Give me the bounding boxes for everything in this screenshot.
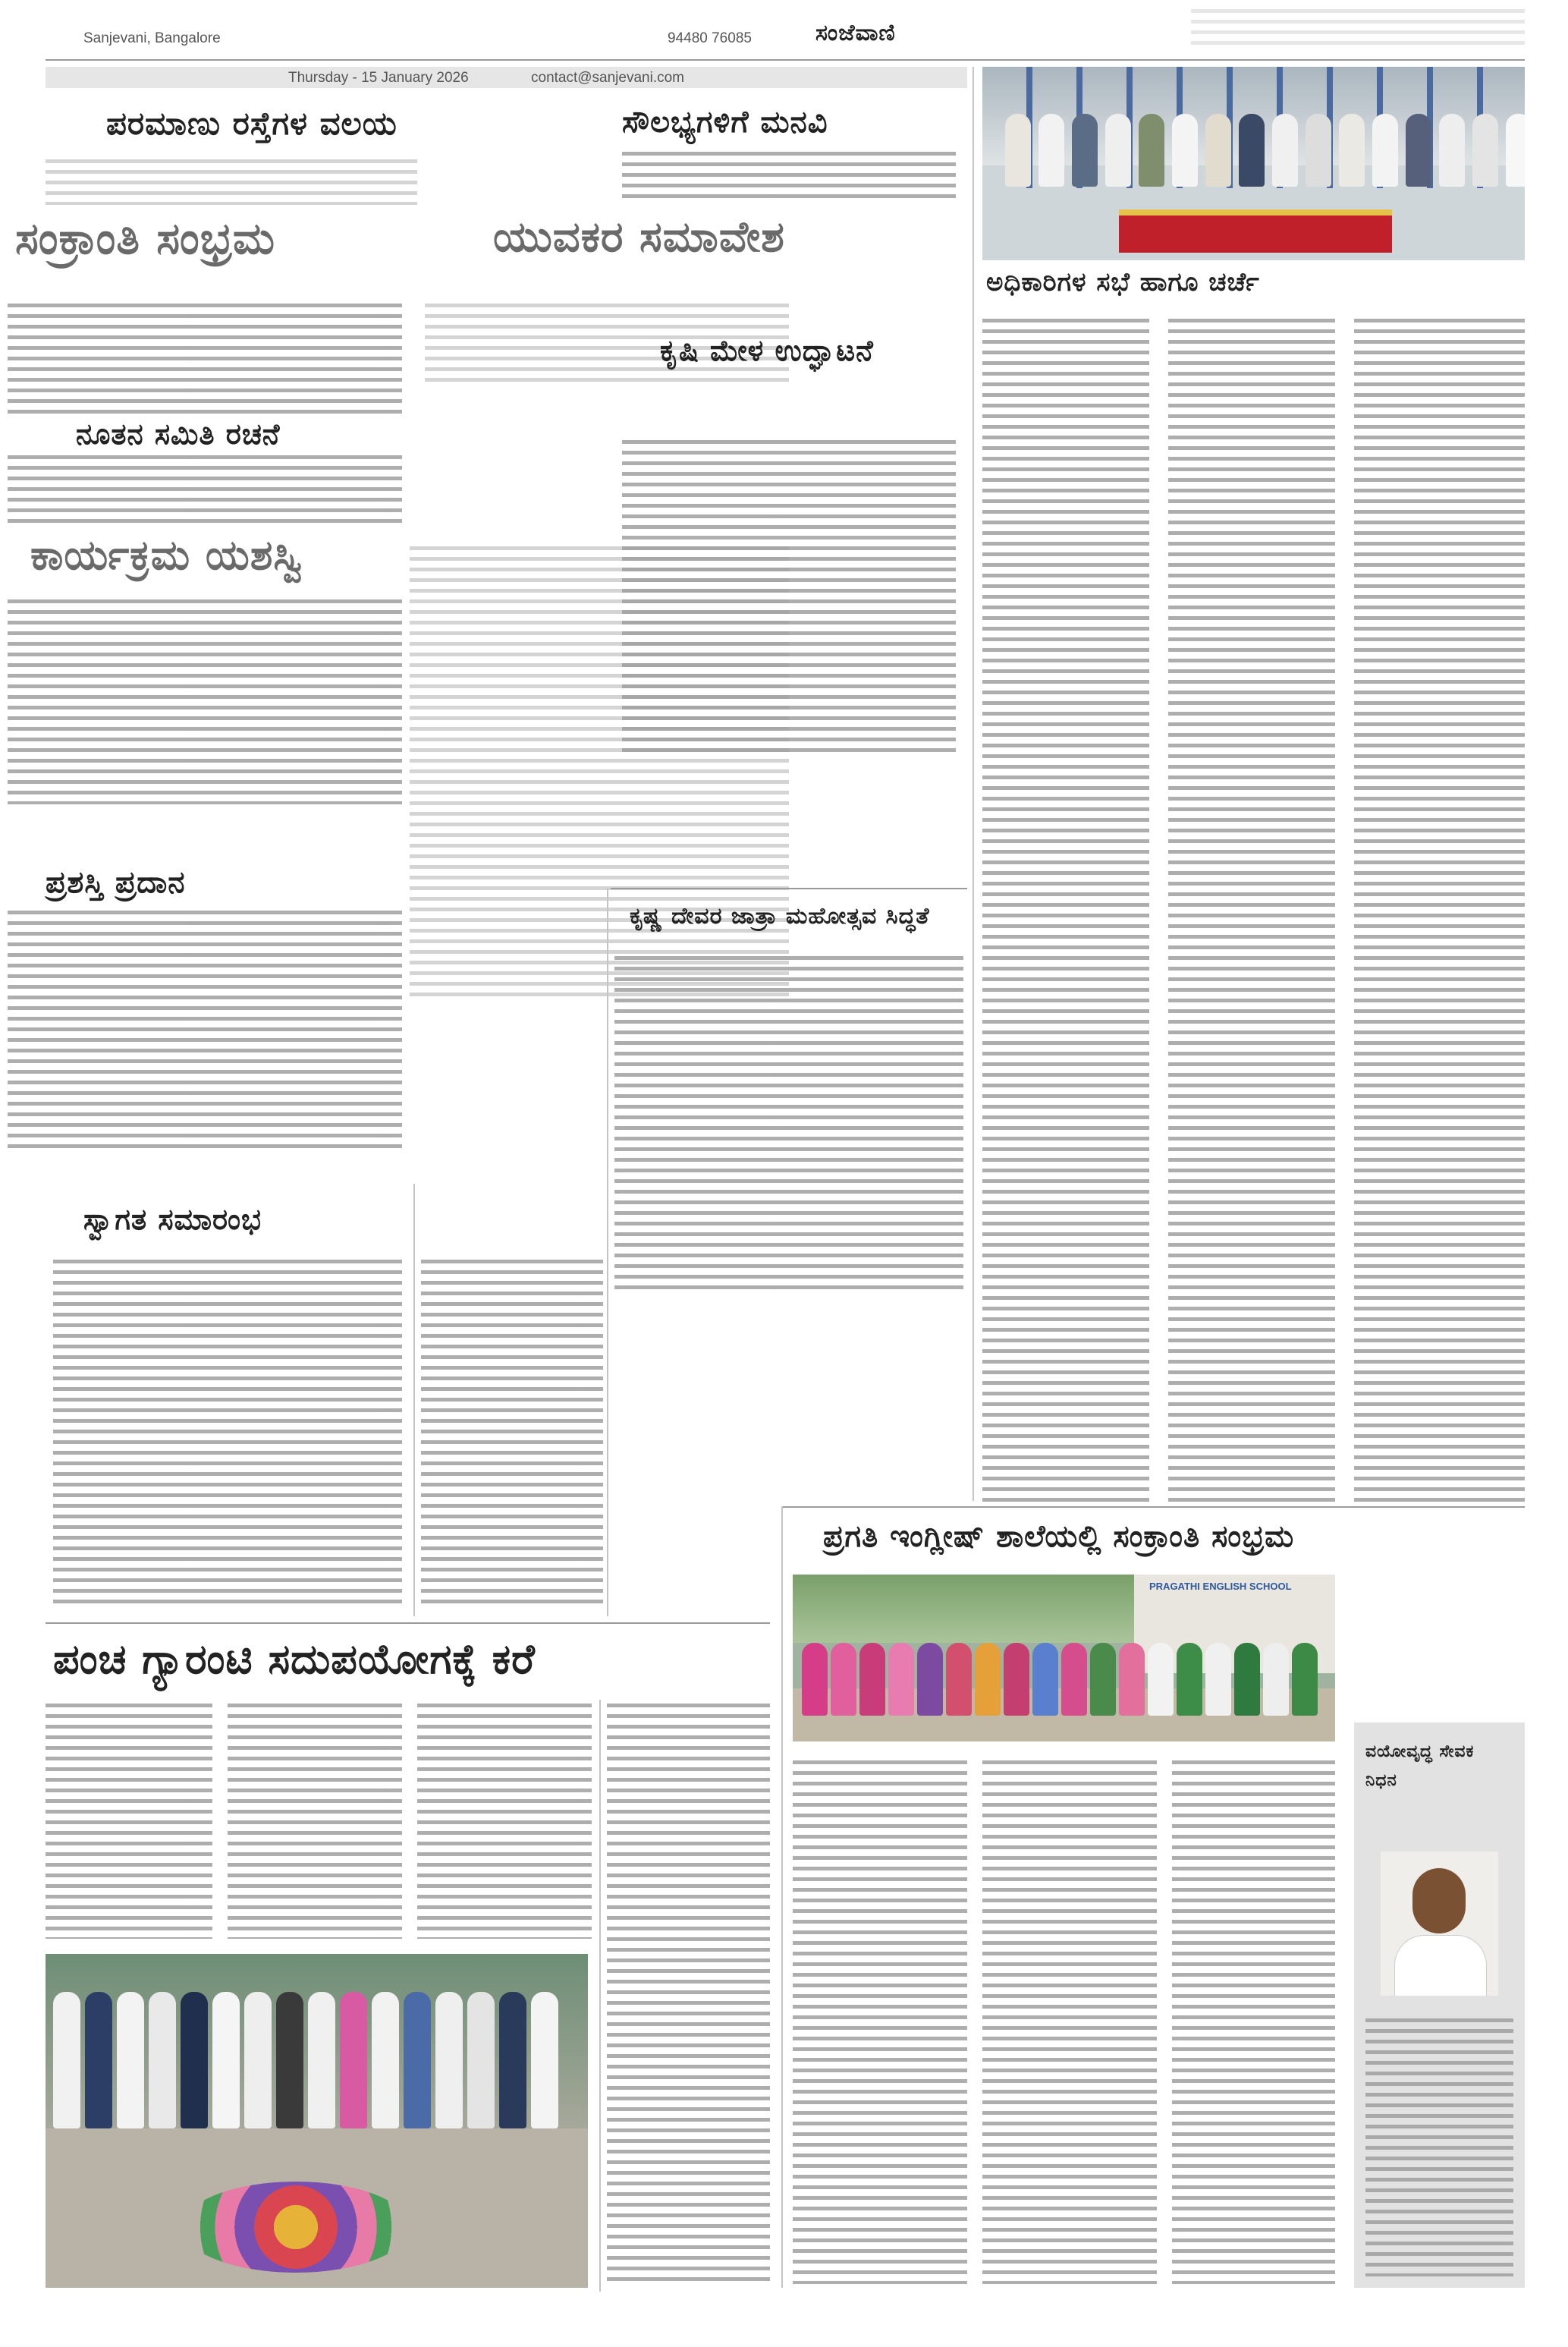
table-cloth-trim bbox=[1119, 209, 1392, 216]
story-guarantee-col-4 bbox=[607, 1704, 770, 2288]
story-school-col-1 bbox=[793, 1760, 967, 2284]
obituary-title: ವಯೋವೃದ್ಧ ಸೇವಕ ನಿಧನ bbox=[1365, 1742, 1475, 1790]
masthead-left-title: Sanjevani, Bangalore bbox=[83, 30, 221, 46]
story-mid-3-text bbox=[410, 546, 789, 1002]
contact-email: contact@sanjevani.com bbox=[531, 70, 684, 86]
column-rule-4 bbox=[781, 1506, 783, 2288]
headline-left-big: ಸಂಕ್ರಾಂತಿ ಸಂಭ್ರಮ bbox=[15, 212, 276, 264]
right-photo-caption: ಅಧಿಕಾರಿಗಳ ಸಭೆ ಹಾಗೂ ಚರ್ಚೆ bbox=[986, 267, 1260, 297]
story-top-left-text bbox=[46, 159, 417, 205]
headline-left-mid: ನೂತನ ಸಮಿತಿ ರಚನೆ bbox=[76, 417, 281, 451]
column-rule-3 bbox=[973, 67, 974, 1501]
story-mid-lower-text bbox=[614, 956, 963, 1290]
headline-top-left: ಪರಮಾಣು ರಸ್ತೆಗಳ ವಲಯ bbox=[106, 105, 397, 142]
story-left-3-text bbox=[8, 599, 402, 804]
mid-divider bbox=[611, 888, 967, 889]
column-rule-5 bbox=[599, 1700, 601, 2292]
masthead-rule bbox=[46, 59, 1525, 61]
headline-mid-small: ಕೃಷಿ ಮೇಳ ಉದ್ಘಾಟನೆ bbox=[660, 334, 874, 367]
table-red-cloth bbox=[1119, 211, 1392, 253]
paper-logo: ಸಂಜೆವಾಣಿ bbox=[815, 20, 896, 46]
story-left-1-text bbox=[8, 304, 402, 417]
story-left-2-text bbox=[8, 455, 402, 524]
masthead-right-text bbox=[1191, 9, 1525, 47]
column-rule-1 bbox=[413, 1184, 415, 1616]
people-row-back bbox=[1005, 114, 1525, 187]
headline-mid-lower: ಕೃಷ್ಣ ದೇವರ ಜಾತ್ರಾ ಮಹೋತ್ಸವ ಸಿದ್ಧತೆ bbox=[630, 903, 930, 930]
headline-school-event: ಪ್ರಗತಿ ಇಂಗ್ಲೀಷ್ ಶಾಲೆಯಲ್ಲಿ ಸಂಕ್ರಾಂತಿ ಸಂಭ್ರಮ bbox=[823, 1519, 1295, 1554]
story-school-col-2 bbox=[982, 1760, 1157, 2284]
photo-school-celebration bbox=[793, 1575, 1335, 1741]
headline-left-lower: ಸ್ವಾಗತ ಸಮಾರಂಭ bbox=[83, 1203, 262, 1236]
story-school-col-3 bbox=[1172, 1760, 1335, 2284]
portrait-head bbox=[1412, 1868, 1466, 1933]
headline-left-3: ಪ್ರಶಸ್ತಿ ಪ್ರದಾನ bbox=[46, 865, 186, 900]
story-left-lower-text-b bbox=[421, 1260, 603, 1609]
story-right-col-3 bbox=[1354, 319, 1525, 1502]
column-rule-2 bbox=[607, 888, 608, 1616]
date-bar bbox=[46, 67, 967, 88]
obituary-text bbox=[1365, 2018, 1513, 2276]
headline-guarantee: ಪಂಚ ಗ್ಯಾರಂಟಿ ಸದುಪಯೋಗಕ್ಕೆ ಕರೆ bbox=[53, 1635, 536, 1683]
school-top-rule bbox=[781, 1506, 1525, 1508]
obituary-portrait bbox=[1381, 1851, 1498, 1996]
story-top-mid-text bbox=[622, 152, 956, 205]
date-line: Thursday - 15 January 2026 bbox=[288, 70, 469, 86]
students-row bbox=[802, 1643, 1318, 1716]
story-right-col-1 bbox=[982, 319, 1149, 1502]
rangoli-floor-art bbox=[182, 2182, 410, 2273]
story-right-col-2 bbox=[1168, 319, 1335, 1502]
guarantee-top-rule bbox=[46, 1622, 770, 1624]
school-sign: PRAGATHI ENGLISH SCHOOL bbox=[1149, 1581, 1292, 1592]
headline-mid-big: ಯುವಕರ ಸಮಾವೇಶ bbox=[493, 212, 785, 262]
story-guarantee-col-2 bbox=[228, 1704, 402, 1939]
headline-top-mid: ಸೌಲಭ್ಯಗಳಿಗೆ ಮನವಿ bbox=[622, 105, 828, 140]
story-guarantee-col-3 bbox=[417, 1704, 592, 1939]
story-guarantee-col-1 bbox=[46, 1704, 212, 1939]
people-group bbox=[53, 1992, 558, 2128]
headline-left-2: ಕಾರ್ಯಕ್ರಮ ಯಶಸ್ವಿ bbox=[30, 531, 303, 579]
story-left-lower-text-a bbox=[53, 1260, 402, 1609]
story-left-4-text bbox=[8, 911, 402, 1153]
portrait-shirt bbox=[1394, 1935, 1487, 1996]
photo-guarantee-event bbox=[46, 1954, 588, 2288]
photo-officials-meeting bbox=[982, 67, 1525, 260]
masthead-phone: 94480 76085 bbox=[668, 30, 752, 46]
